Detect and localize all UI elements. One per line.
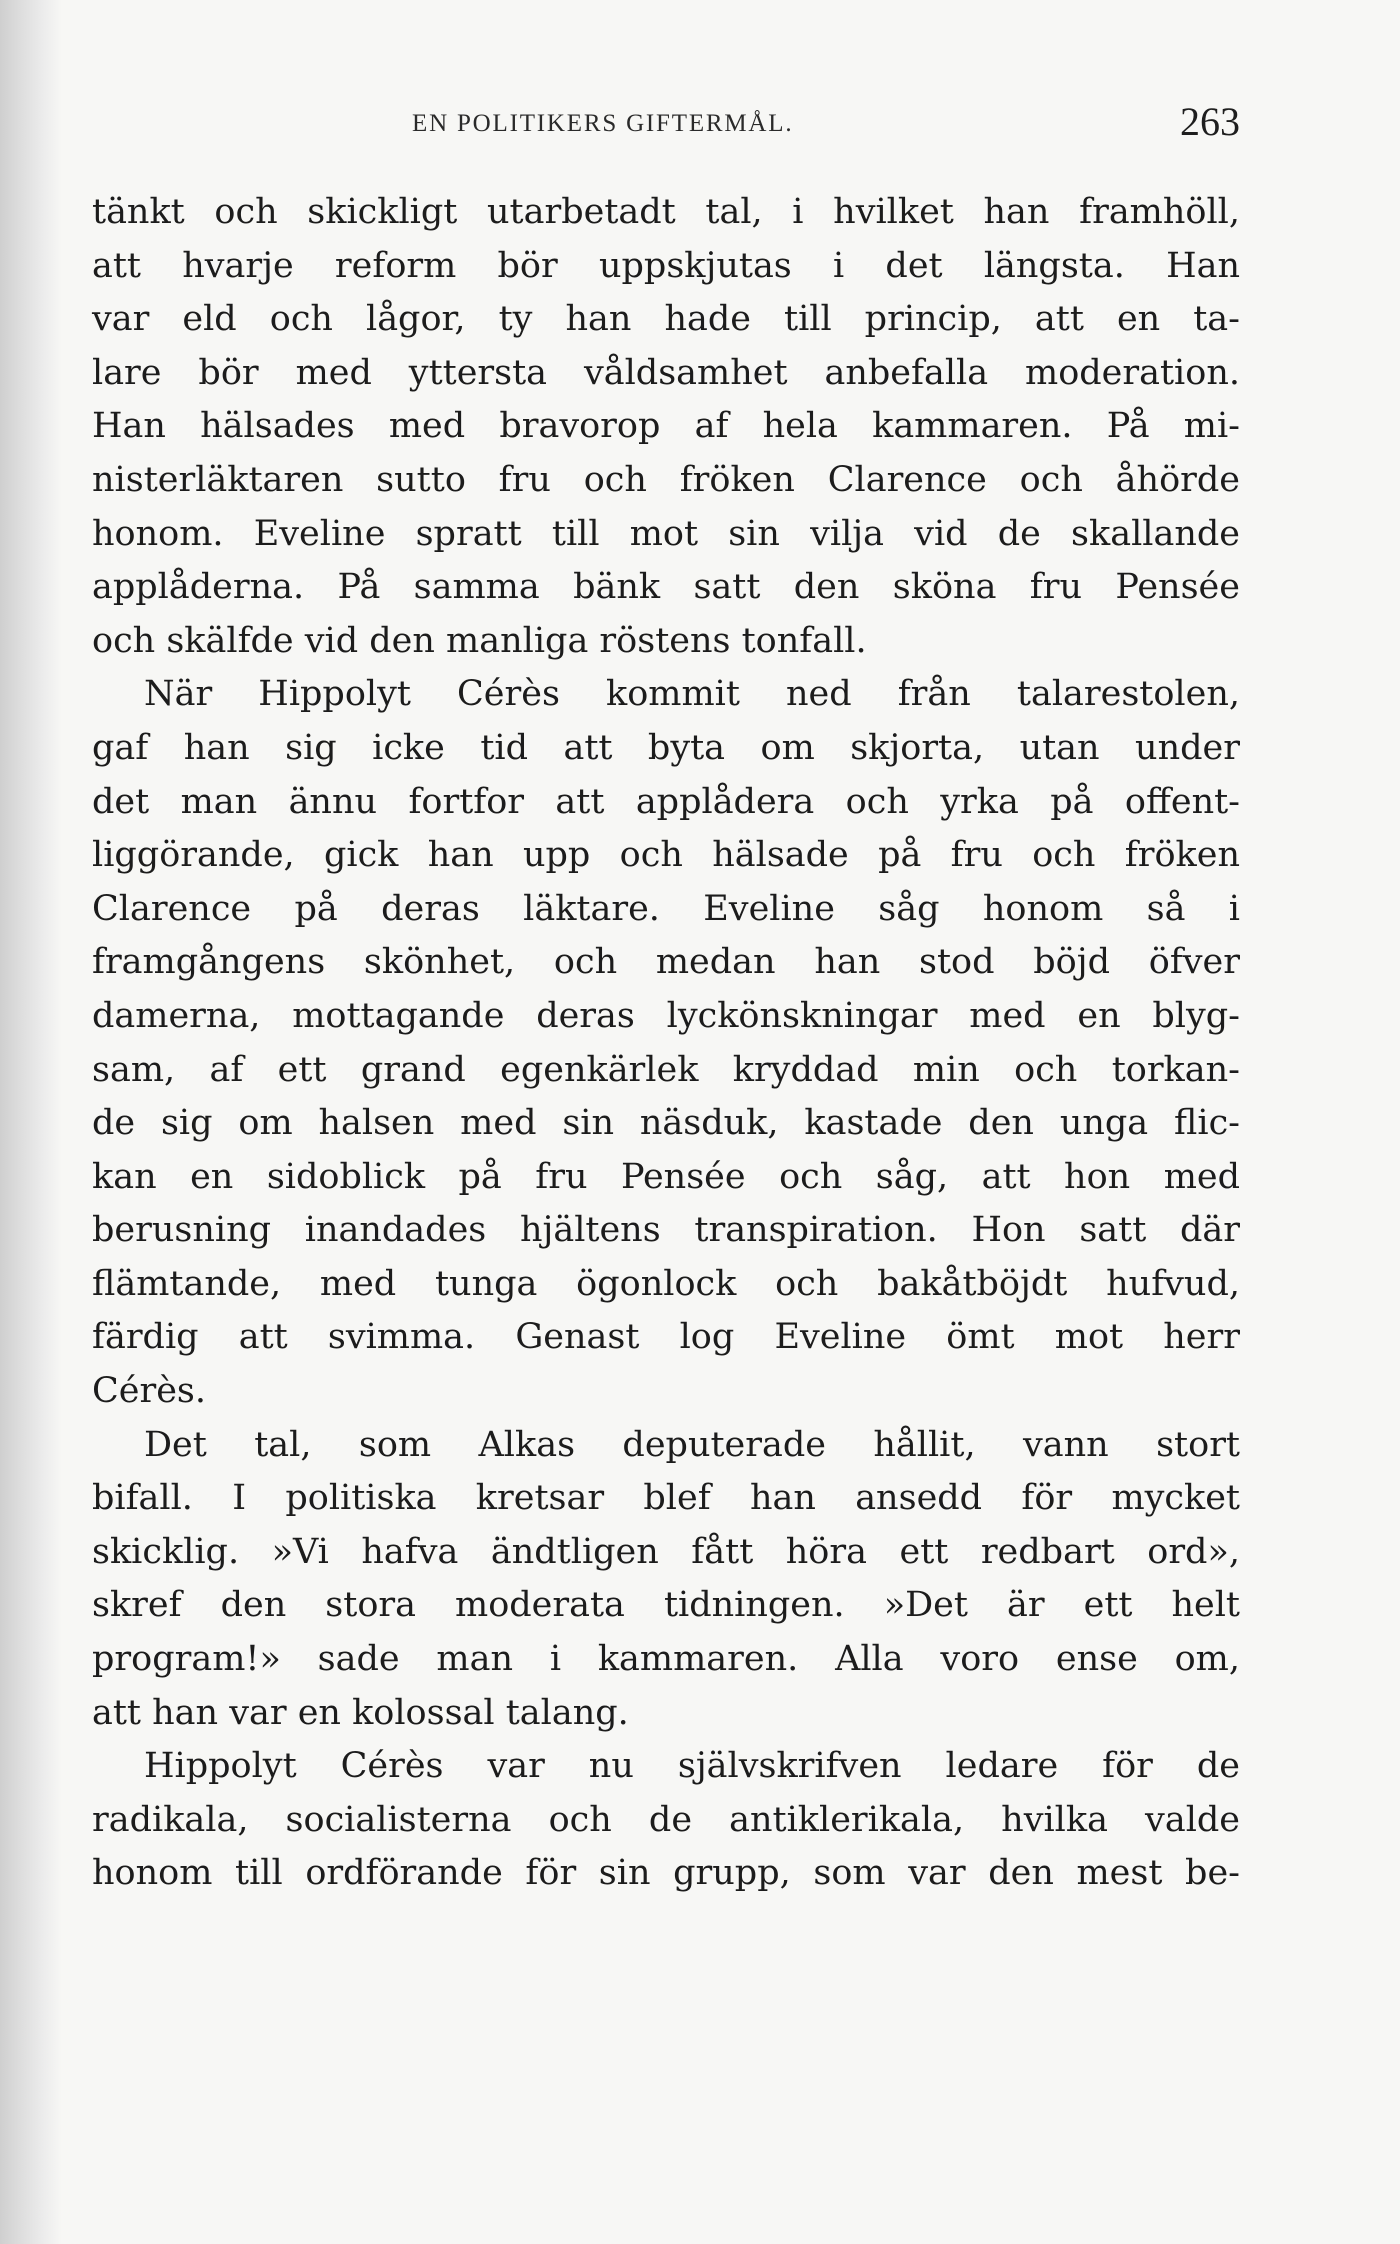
- text-line: radikala, socialisterna och de antiklerikala, hvilka valde: [92, 1799, 1240, 1840]
- text-line: När Hippolyt Cérès kommit ned från talarestolen,: [144, 674, 1240, 715]
- text-line: var eld och lågor, ty han hade till princip, att en ta-: [92, 299, 1240, 340]
- text-line: kan en sidoblick på fru Pensée och såg, att hon med: [92, 1156, 1240, 1197]
- text-line: Clarence på deras läktare. Eveline såg honom så i: [92, 888, 1240, 929]
- text-line: framgångens skönhet, och medan han stod böjd öfver: [92, 942, 1240, 983]
- text-line: sam, af ett grand egenkärlek kryddad min och torkan-: [92, 1049, 1240, 1090]
- text-line: tänkt och skickligt utarbetadt tal, i hvilket han framhöll,: [92, 192, 1240, 232]
- text-line: Han hälsades med bravorop af hela kammaren. På mi-: [92, 406, 1240, 447]
- text-line: att han var en kolossal talang.: [92, 1692, 629, 1733]
- text-line: nisterläktaren sutto fru och fröken Clarence och åhörde: [92, 459, 1240, 500]
- body-text: [92, 186, 1240, 1901]
- text-line: honom. Eveline spratt till mot sin vilja vid de skallande: [92, 513, 1240, 554]
- text-line: gaf han sig icke tid att byta om skjorta, utan under: [92, 727, 1240, 768]
- page-number: 263: [1180, 99, 1240, 144]
- page-header: [92, 98, 1240, 150]
- text-line: och skälfde vid den manliga röstens tonfall.: [92, 620, 867, 661]
- text-line: honom till ordförande för sin grupp, som var den mest be-: [92, 1853, 1240, 1894]
- text-line: att hvarje reform bör uppskjutas i det längsta. Han: [92, 245, 1240, 286]
- text-line: liggörande, gick han upp och hälsade på fru och fröken: [92, 835, 1240, 876]
- binding-gutter-shadow: [0, 0, 62, 2244]
- text-line: lare bör med yttersta våldsamhet anbefalla moderation.: [92, 352, 1240, 393]
- text-line: applåderna. På samma bänk satt den sköna fru Pensée: [92, 567, 1240, 608]
- text-line: det man ännu fortfor att applådera och yrka på offent-: [92, 781, 1240, 822]
- text-line: skicklig. »Vi hafva ändtligen fått höra ett redbart ord»,: [92, 1531, 1240, 1572]
- text-line: de sig om halsen med sin näsduk, kastade den unga flic-: [92, 1103, 1240, 1144]
- text-line: Cérès.: [92, 1371, 207, 1412]
- text-line: damerna, mottagande deras lyckönskningar med en blyg-: [92, 995, 1240, 1036]
- text-line: Hippolyt Cérès var nu självskrifven ledare för de: [144, 1746, 1240, 1787]
- text-line: Det tal, som Alkas deputerade hållit, vann stort: [144, 1424, 1240, 1465]
- text-line: berusning inandades hjältens transpiration. Hon satt där: [92, 1210, 1240, 1251]
- text-line: flämtande, med tunga ögonlock och bakåtböjdt hufvud,: [92, 1263, 1240, 1304]
- text-line: färdig att svimma. Genast log Eveline ömt mot herr: [92, 1317, 1240, 1358]
- text-line: program!» sade man i kammaren. Alla voro ense om,: [92, 1639, 1240, 1680]
- text-line: bifall. I politiska kretsar blef han ansedd för mycket: [92, 1478, 1240, 1519]
- text-line: skref den stora moderata tidningen. »Det är ett helt: [92, 1585, 1240, 1626]
- running-title: EN POLITIKERS GIFTERMÅL.: [412, 110, 794, 137]
